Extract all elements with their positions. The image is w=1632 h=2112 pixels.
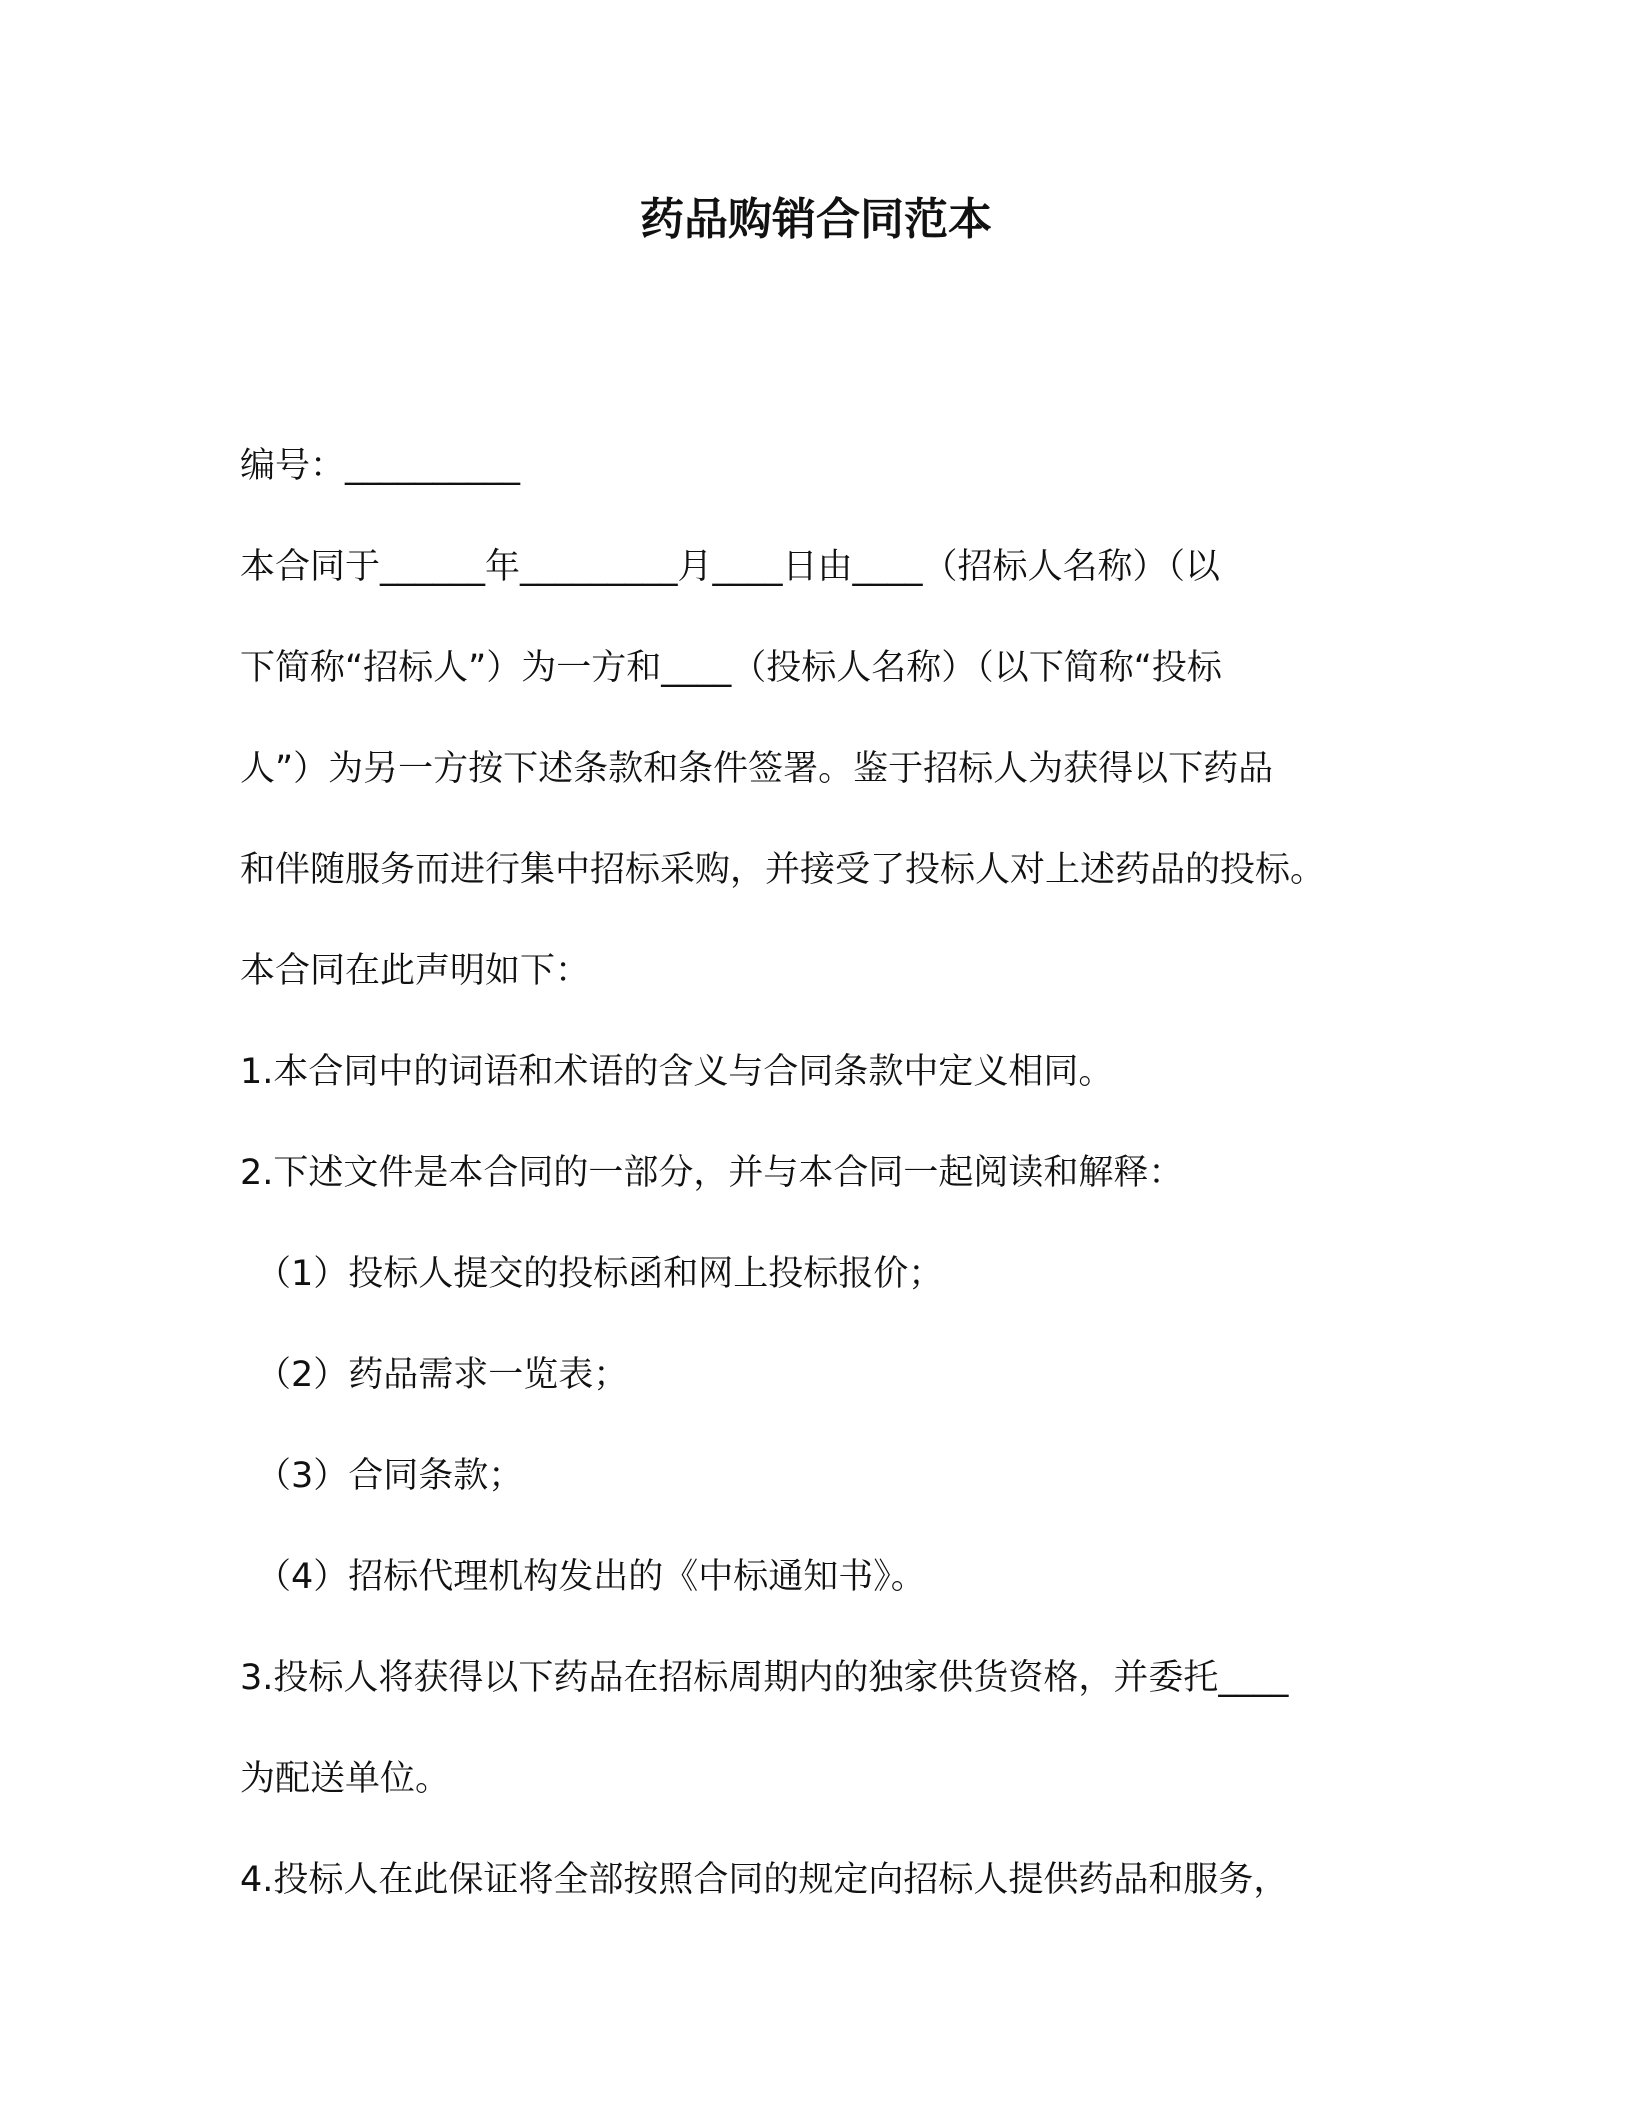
document-title: 药品购销合同范本 — [640, 194, 992, 245]
paragraph-line: 人”）为另一方按下述条款和条件签署。鉴于招标人为获得以下药品 — [240, 749, 1274, 789]
paragraph-line: 本合同于______年_________月____日由____（招标人名称）（以 — [240, 547, 1221, 587]
paragraph-line: 和伴随服务而进行集中招标采购，并接受了投标人对上述药品的投标。 — [240, 850, 1326, 890]
clause-2-item-2: （2）药品需求一览表； — [256, 1355, 629, 1395]
clause-3: 3.投标人将获得以下药品在招标周期内的独家供货资格，并委托____ — [240, 1658, 1289, 1698]
clause-4: 4.投标人在此保证将全部按照合同的规定向招标人提供药品和服务， — [240, 1860, 1289, 1900]
clause-2: 2.下述文件是本合同的一部分，并与本合同一起阅读和解释： — [240, 1153, 1184, 1193]
clause-2-item-1: （1）投标人提交的投标函和网上投标报价； — [256, 1254, 944, 1294]
clause-2-item-4: （4）招标代理机构发出的《中标通知书》。 — [256, 1557, 926, 1597]
clause-1: 1.本合同中的词语和术语的含义与合同条款中定义相同。 — [240, 1052, 1114, 1092]
clause-2-item-3: （3）合同条款； — [256, 1456, 524, 1496]
clause-3-continued: 为配送单位。 — [240, 1759, 451, 1799]
document-body — [240, 416, 1380, 1931]
paragraph-line: 下简称“招标人”）为一方和____（投标人名称）（以下简称“投标 — [240, 648, 1222, 688]
declaration-line: 本合同在此声明如下： — [240, 951, 591, 991]
contract-number-line: 编号：__________ — [240, 446, 521, 486]
